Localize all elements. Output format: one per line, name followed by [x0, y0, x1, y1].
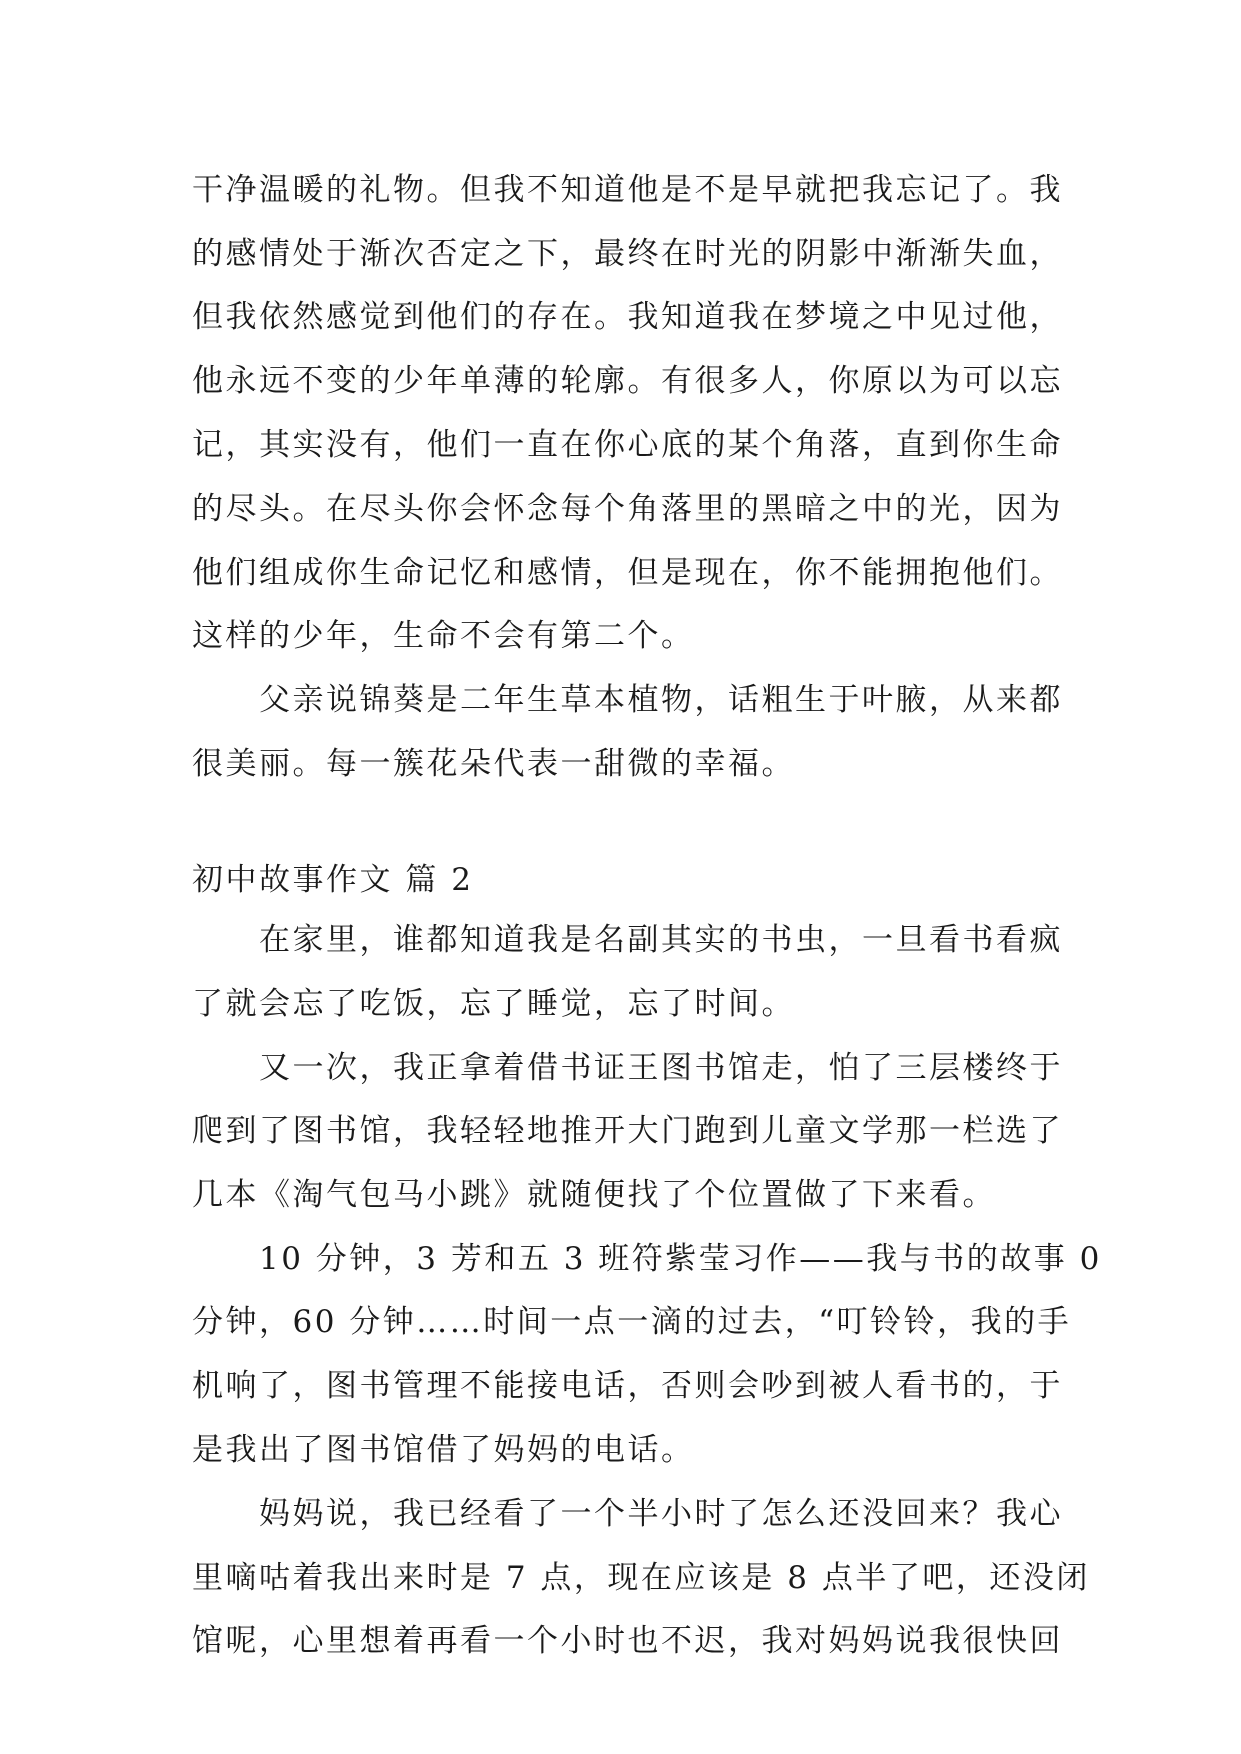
text-line: 很美丽。每一簇花朵代表一甜微的幸福。: [192, 746, 795, 782]
text-line: 10 分钟，3 芳和五 3 班符紫莹习作——我与书的故事 0: [192, 1241, 1102, 1277]
text-line: 是我出了图书馆借了妈妈的电话。: [192, 1432, 695, 1468]
text-line: 他永远不变的少年单薄的轮廓。有很多人，你原以为可以忘: [192, 363, 1063, 399]
text-line: 的尽头。在尽头你会怀念每个角落里的黑暗之中的光，因为: [192, 491, 1063, 527]
text-line: 馆呢，心里想着再看一个小时也不迟，我对妈妈说我很快回: [192, 1623, 1063, 1659]
text-line: 几本《淘气包马小跳》就随便找了个位置做了下来看。: [192, 1177, 996, 1213]
text-line: 但我依然感觉到他们的存在。我知道我在梦境之中见过他，: [192, 299, 1063, 335]
text-line: 爬到了图书馆，我轻轻地推开大门跑到儿童文学那一栏选了: [192, 1113, 1063, 1149]
text-line: 记，其实没有，他们一直在你心底的某个角落，直到你生命: [192, 427, 1063, 463]
text-line: 干净温暖的礼物。但我不知道他是不是早就把我忘记了。我: [192, 172, 1063, 208]
text-line: 里嘀咕着我出来时是 7 点，现在应该是 8 点半了吧，还没闭: [192, 1560, 1090, 1596]
text-line: 的感情处于渐次否定之下，最终在时光的阴影中渐渐失血，: [192, 236, 1063, 272]
section-heading: 初中故事作文 篇 2: [192, 862, 474, 898]
text-line: 又一次，我正拿着借书证王图书馆走，怕了三层楼终于: [192, 1050, 1063, 1086]
text-line: 这样的少年，生命不会有第二个。: [192, 618, 695, 654]
text-line: 父亲说锦葵是二年生草本植物，话粗生于叶腋，从来都: [192, 682, 1063, 718]
text-line: 在家里，谁都知道我是名副其实的书虫，一旦看书看疯: [192, 922, 1063, 958]
text-line: 分钟，60 分钟……时间一点一滴的过去，“叮铃铃，我的手: [192, 1304, 1072, 1340]
text-line: 了就会忘了吃饭，忘了睡觉，忘了时间。: [192, 986, 795, 1022]
text-line: 机响了，图书管理不能接电话，否则会吵到被人看书的，于: [192, 1368, 1063, 1404]
text-line: 妈妈说，我已经看了一个半小时了怎么还没回来？我心: [192, 1496, 1063, 1532]
text-line: 他们组成你生命记忆和感情，但是现在，你不能拥抱他们。: [192, 555, 1063, 591]
